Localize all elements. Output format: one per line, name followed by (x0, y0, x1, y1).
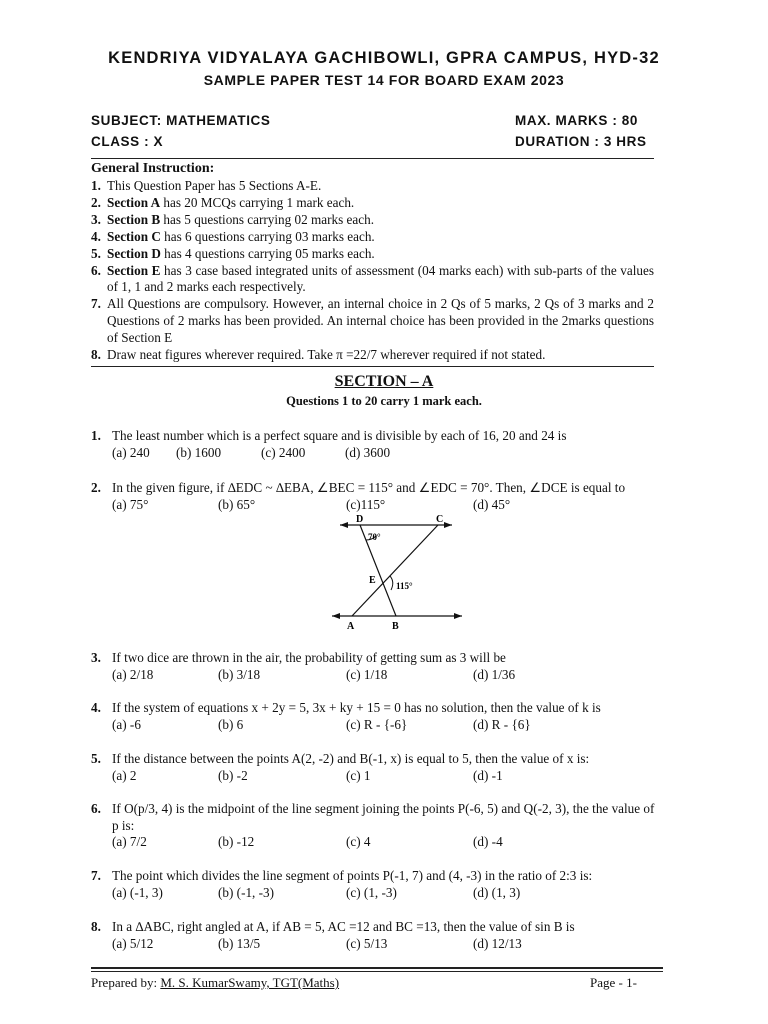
triangle-figure (320, 512, 470, 634)
question-2 (91, 480, 661, 514)
max-marks-label: MAX. MARKS : 80 (515, 113, 639, 128)
instruction-item: 7. All Questions are compulsory. However, an internal choice in 2 Qs of 5 marks, 2 Qs of 3 marks and 2 Questions of 2 marks has been provided. An internal choice has been provided in the 2marks questions of Section E (91, 296, 654, 346)
question-text: If two dice are thrown in the air, the probability of getting sum as 3 will be (112, 650, 506, 665)
angle-bec-label: 115° (396, 581, 413, 591)
label-b: B (392, 621, 399, 632)
option-a: (a) 2/18 (112, 666, 154, 682)
question-number: 5. (91, 751, 101, 766)
options-row (112, 768, 661, 785)
option-c: (c) R - {-6} (346, 716, 408, 732)
options-row (112, 497, 661, 514)
label-c: C (436, 514, 444, 525)
question-text: The least number which is a perfect square and is divisible by each of 16, 20 and 24 is (112, 428, 567, 443)
options-row (112, 936, 661, 953)
instruction-item: 8. Draw neat figures wherever required. Take π =22/7 wherever required if not stated. (91, 347, 546, 363)
subject-label: SUBJECT: MATHEMATICS (91, 113, 271, 128)
option-d: (d) R - {6} (473, 716, 531, 732)
school-name: KENDRIYA VIDYALAYA GACHIBOWLI, GPRA CAMPUS, HYD-32 (108, 49, 660, 67)
option-c: (c) (1, -3) (346, 884, 397, 900)
option-d: (d) 12/13 (473, 935, 522, 951)
test-title: SAMPLE PAPER TEST 14 FOR BOARD EXAM 2023 (203, 72, 565, 88)
option-d: (d) 45° (473, 496, 511, 512)
options-row (112, 885, 661, 902)
header-divider (91, 158, 654, 159)
option-d: (d) (1, 3) (473, 884, 521, 900)
footer-divider (91, 967, 663, 969)
option-a: (a) 75° (112, 496, 149, 512)
instruction-item: 3. Section B has 5 questions carrying 02 marks each. (91, 211, 374, 227)
option-b: (b) 6 (218, 716, 244, 732)
option-d: (d) -1 (473, 767, 503, 783)
question-number: 3. (91, 650, 101, 665)
option-a: (a) -6 (112, 716, 141, 732)
instructions-divider (91, 366, 654, 367)
option-a: (a) 2 (112, 767, 137, 783)
instruction-item: 2. Section A has 20 MCQs carrying 1 mark each. (91, 194, 355, 210)
question-7 (91, 868, 661, 902)
option-a: (a) 240 (112, 444, 150, 460)
question-6 (91, 801, 661, 851)
option-b: (b) (-1, -3) (218, 884, 275, 900)
question-number: 4. (91, 700, 101, 715)
angle-edc-label: 70° (368, 532, 381, 542)
question-5 (91, 751, 661, 785)
prepared-by (91, 975, 339, 991)
options-row (112, 445, 661, 462)
duration-label: DURATION : 3 HRS (515, 134, 647, 149)
options-row (112, 667, 661, 684)
page-number: Page - 1- (590, 975, 637, 990)
question-4 (91, 700, 661, 734)
option-c: (c) 1/18 (346, 666, 388, 682)
question-1 (91, 428, 661, 462)
question-number: 6. (91, 801, 101, 816)
question-number: 8. (91, 919, 101, 934)
section-title: SECTION – A (334, 373, 434, 390)
instruction-item: 1. This Question Paper has 5 Sections A-E. (91, 178, 322, 193)
question-number: 2. (91, 480, 101, 495)
option-c: (c) 4 (346, 834, 371, 849)
option-c: (c) 2400 (261, 444, 306, 460)
question-number: 1. (91, 428, 101, 443)
options-row (112, 717, 661, 734)
prepared-by-label: Prepared by: (91, 975, 161, 990)
option-b: (b) 3/18 (218, 666, 261, 682)
label-d: D (356, 514, 364, 525)
options-row (112, 834, 661, 851)
instruction-item: 4. Section C has 6 questions carrying 03 marks each. (91, 228, 375, 244)
question-number: 7. (91, 868, 101, 883)
instruction-item: 5. Section D has 4 questions carrying 05 marks each. (91, 245, 375, 261)
question-text: The point which divides the line segment of points P(-1, 7) and (4, -3) in the ratio of 2:3 is: (112, 868, 593, 883)
option-b: (b) -12 (218, 834, 255, 849)
option-d: (d) 1/36 (473, 666, 516, 682)
option-c: (c) 5/13 (346, 935, 388, 951)
option-b: (b) 1600 (176, 444, 222, 460)
class-label: CLASS : X (91, 134, 164, 149)
instruction-item: 6. Section E has 3 case based integrated units of assessment (04 marks each) with sub-parts of the values of 1, 1 and 2 marks each respectively. (91, 262, 654, 295)
question-text: In the given figure, if ∆EDC ~ ∆EBA, ∠BEC = 115° and ∠EDC = 70°. Then, ∠DCE is equal to (112, 480, 626, 495)
footer-divider-thin (91, 971, 663, 972)
option-a: (a) 5/12 (112, 935, 154, 951)
question-8 (91, 919, 661, 953)
option-a: (a) (-1, 3) (112, 884, 163, 900)
option-c: (c)115° (346, 496, 386, 512)
option-d: (d) -4 (473, 834, 503, 849)
option-d: (d) 3600 (345, 444, 391, 460)
option-b: (b) 65° (218, 496, 256, 512)
label-a: A (347, 621, 355, 632)
instructions-list (91, 178, 654, 364)
instructions-title: General Instruction: (91, 161, 215, 176)
question-text: If the distance between the points A(2, -2) and B(-1, x) is equal to 5, then the value of x is: (112, 751, 590, 766)
option-b: (b) -2 (218, 767, 248, 783)
section-subtitle: Questions 1 to 20 carry 1 mark each. (286, 394, 482, 408)
question-3 (91, 650, 661, 684)
author-name: M. S. KumarSwamy, TGT(Maths) (160, 975, 340, 990)
question-text: In a ∆ABC, right angled at A, if AB = 5, AC =12 and BC =13, then the value of sin B is (112, 919, 575, 934)
option-b: (b) 13/5 (218, 935, 261, 951)
question-text: If O(p/3, 4) is the midpoint of the line segment joining the points P(-6, 5) and Q(-2, 3), the the value of p is: (112, 801, 655, 833)
option-a: (a) 7/2 (112, 834, 147, 849)
label-e: E (369, 575, 376, 586)
question-text: If the system of equations x + 2y = 5, 3x + ky + 15 = 0 has no solution, then the value of k is (112, 700, 601, 715)
option-c: (c) 1 (346, 767, 371, 783)
